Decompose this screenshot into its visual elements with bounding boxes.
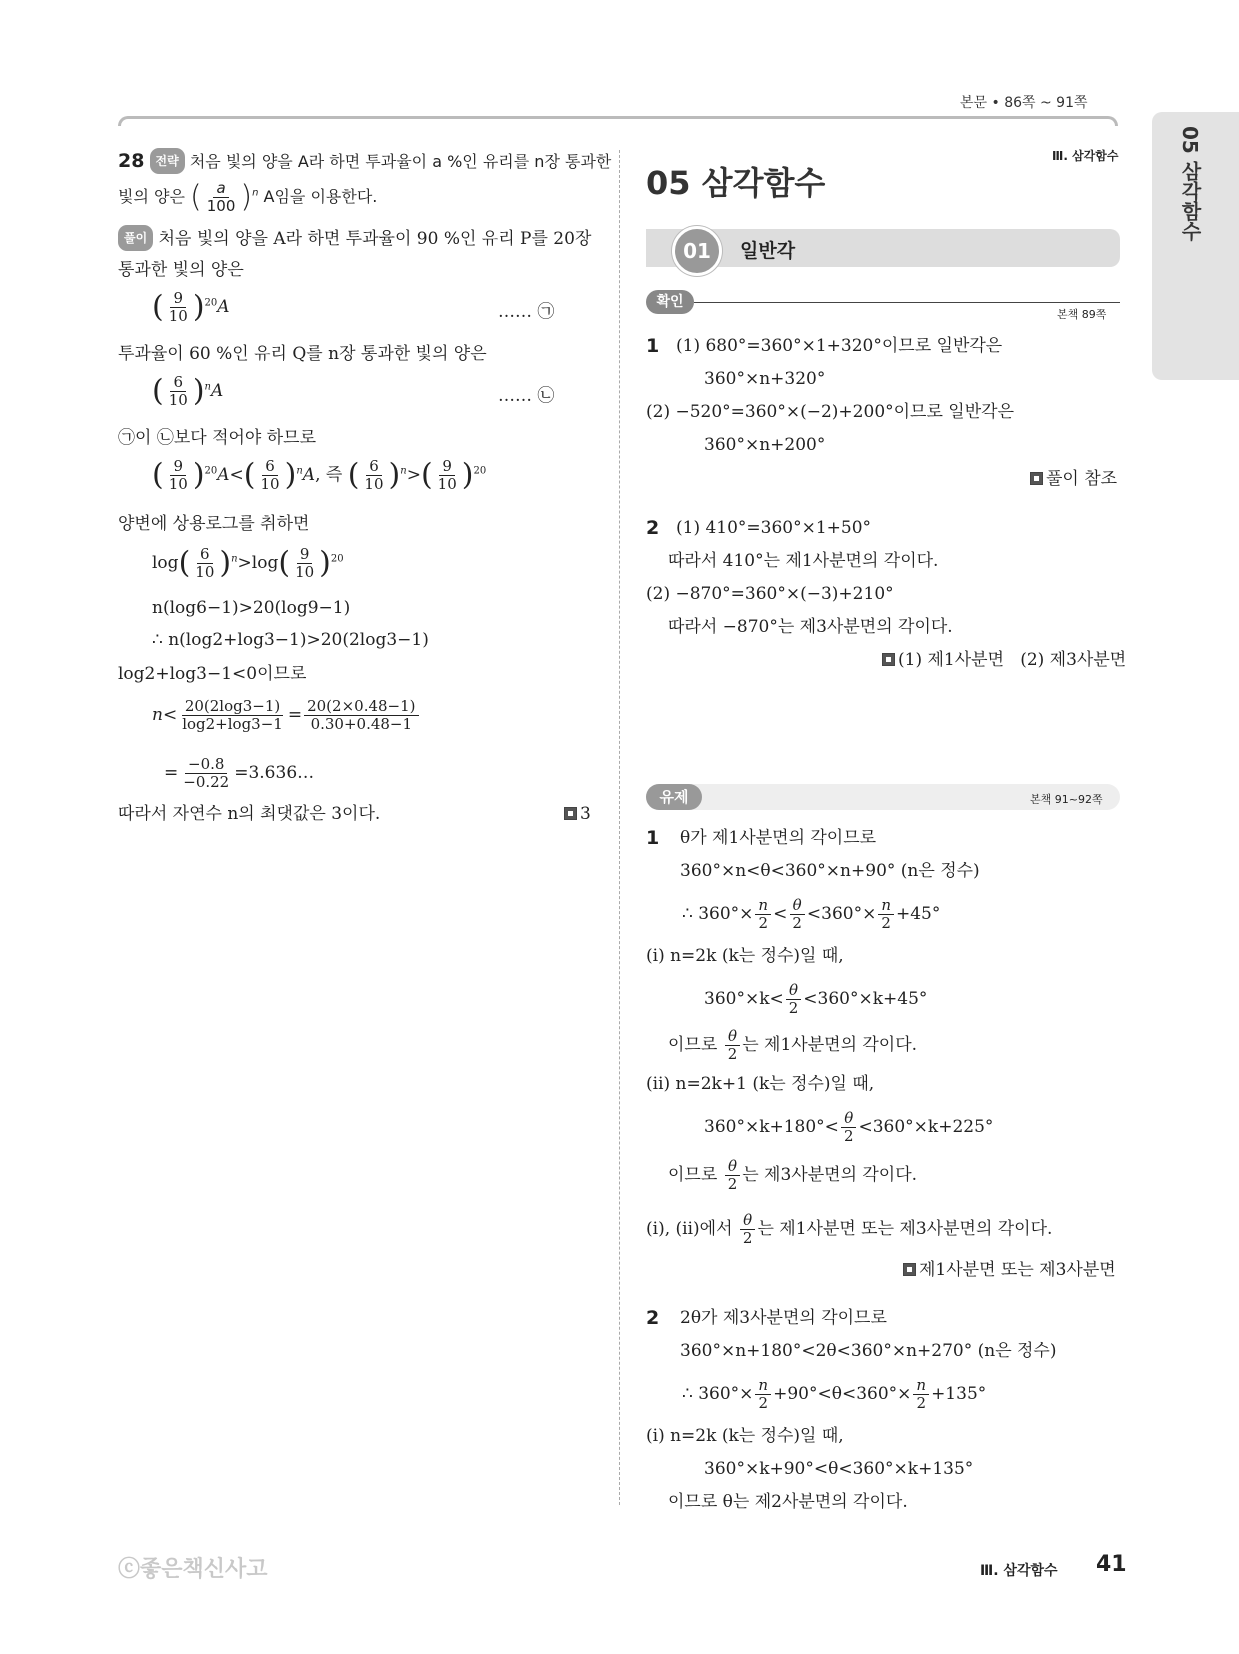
answer-icon <box>882 653 895 666</box>
answer-icon <box>1030 472 1043 485</box>
frac-c-num: −0.8 <box>185 756 227 774</box>
e2-line5: 360°×k+90°<θ<360°×k+135° <box>704 1459 974 1479</box>
strategy-badge: 전략 <box>150 148 185 174</box>
check-ref: 본책 89쪽 <box>1057 308 1107 321</box>
example-badge: 유제 <box>646 784 702 810</box>
n-bound: n< $\frac{20(2\log 3-1)}{\log 2+\log 3-1}$ = $\frac{20(2\times 0.48-1)}{0.30+0.48-1}$ <box>152 698 421 733</box>
e1-line9: 이므로 $\frac{\theta}{2}$ 는 제3사분면의 각이다. <box>668 1157 918 1193</box>
solution-line12: log2+log3−1<0이므로 <box>118 664 307 684</box>
result-tail: =3.636… <box>234 763 315 783</box>
log-inequality: log( $\frac{6}{10}$ )$^n$>log( $\frac{9}{10}$ )$^{20}$ <box>152 545 344 581</box>
strategy-line2: 빛의 양은 ( $\frac{a}{100}$ )$^n$ A임을 이용한다. <box>118 179 378 215</box>
c1-answer <box>1030 467 1117 491</box>
e1-line6: 이므로 $\frac{\theta}{2}$ 는 제1사분면의 각이다. <box>668 1027 918 1063</box>
marker-1: …… ㉠ <box>498 302 555 322</box>
e1-line3: ∴ 360°× $\frac{n}{2}$ < $\frac{\theta}{2}$ <360°× $\frac{n}{2}$ +45° <box>682 896 941 932</box>
answer-28 <box>564 802 591 826</box>
check-2-num: 2 <box>646 517 660 539</box>
publisher-watermark: ⓒ좋은책신사고 <box>118 1557 268 1582</box>
example-1 <box>646 826 659 851</box>
unit-badge: 01 <box>672 226 722 276</box>
section-tag: Ⅲ. 삼각함수 <box>1052 149 1119 163</box>
check-2 <box>646 516 659 541</box>
conclusion: 따라서 자연수 n의 최댓값은 3이다. <box>118 804 381 824</box>
e1-line10: (ⅰ), (ⅱ)에서 $\frac{\theta}{2}$ 는 제1사분면 또는 제3사분면의 각이다. <box>646 1211 1053 1247</box>
c2-line4: 따라서 −870°는 제3사분면의 각이다. <box>668 617 953 637</box>
n-bound-result: = $\frac{-0.8}{-0.22}$ =3.636… <box>164 755 315 791</box>
c2-answer <box>882 648 1126 672</box>
example-ref: 본책 91~92쪽 <box>1030 793 1103 806</box>
c2-line1: (1) 410°=360°×1+50° <box>676 518 872 538</box>
check-1-num: 1 <box>646 335 660 357</box>
side-chapter-tab-label: 05 삼각함수 <box>1178 126 1202 241</box>
c2-line3: (2) −870°=360°×(−3)+210° <box>646 584 894 604</box>
expr-a: A <box>217 297 230 317</box>
chapter-title: 05 삼각함수 <box>646 164 826 202</box>
answer-icon <box>564 807 577 820</box>
example-2 <box>646 1306 659 1331</box>
e1-answer <box>903 1258 1116 1282</box>
answer-icon <box>903 1263 916 1276</box>
solution-text1: 처음 빛의 양을 A라 하면 투과율이 90 %인 유리 P를 20장 <box>158 229 592 249</box>
example-1-num: 1 <box>646 827 660 849</box>
e2-line3: ∴ 360°× $\frac{n}{2}$ +90°<θ<360°× $\frac{n}{2}$ +135° <box>682 1376 987 1412</box>
strategy-suffix: A임을 이용한다. <box>263 187 378 206</box>
marker-2: …… ㉡ <box>498 386 555 406</box>
solution-line8: 양변에 상용로그를 취하면 <box>118 514 310 534</box>
e1-line1: θ가 제1사분면의 각이므로 <box>680 828 877 848</box>
e2-line1: 2θ가 제3사분면의 각이므로 <box>680 1308 887 1328</box>
solution-line10: n(log6−1)>20(log9−1) <box>152 598 351 618</box>
expr-glass-q: ( $\frac{6}{10}$ )$^n$A <box>152 373 224 409</box>
strategy-prefix: 빛의 양은 <box>118 187 185 206</box>
answer-value: 3 <box>580 804 591 824</box>
solution-line11: ∴ n(log2+log3−1)>20(2log3−1) <box>152 630 429 650</box>
c1-line2: 360°×n+320° <box>704 369 826 389</box>
solution-badge: 풀이 <box>118 225 153 251</box>
c1-line3: (2) −520°=360°×(−2)+200°이므로 일반각은 <box>646 402 1014 422</box>
check-1 <box>646 334 659 359</box>
problem-header <box>118 148 611 174</box>
column-divider <box>619 150 620 1505</box>
c1-answer-text: 풀이 참조 <box>1046 469 1118 489</box>
frac-a-den: log2+log3−1 <box>182 715 283 733</box>
frac-b-num: 20(2×0.48−1) <box>304 698 418 716</box>
e1-line2: 360°×n<θ<360°×n+90° (n은 정수) <box>680 861 980 881</box>
c1-line1: (1) 680°=360°×1+320°이므로 일반각은 <box>676 336 1003 356</box>
c2-line2: 따라서 410°는 제1사분면의 각이다. <box>668 551 939 571</box>
expr-glass-p: ( $\frac{9}{10}$ )$^{20}$A <box>152 289 230 325</box>
e1-line5: 360°×k< $\frac{\theta}{2}$ <360°×k+45° <box>704 981 928 1017</box>
e1-answer-text: 제1사분면 또는 제3사분면 <box>919 1260 1116 1280</box>
c1-line4: 360°×n+200° <box>704 435 826 455</box>
expr-a2: A <box>210 381 224 401</box>
e1-line4: (ⅰ) n=2k (k는 정수)일 때, <box>646 946 844 966</box>
e2-line2: 360°×n+180°<2θ<360°×n+270° (n은 정수) <box>680 1341 1057 1361</box>
problem-number: 28 <box>118 150 145 172</box>
solution-line1 <box>118 225 591 251</box>
header-rule <box>118 116 1118 126</box>
example-2-num: 2 <box>646 1307 660 1329</box>
frac-b-den: 0.30+0.48−1 <box>310 715 413 733</box>
frac-c-den: −0.22 <box>183 773 230 791</box>
e2-line6: 이므로 θ는 제2사분면의 각이다. <box>668 1492 908 1512</box>
c2-answer-text: (1) 제1사분면 (2) 제3사분면 <box>898 650 1127 670</box>
footer-section: Ⅲ. 삼각함수 <box>980 1563 1058 1579</box>
e1-line8: 360°×k+180°< $\frac{\theta}{2}$ <360°×k+225° <box>704 1109 994 1145</box>
page-number: 41 <box>1096 1552 1127 1577</box>
solution-line4: 투과율이 60 %인 유리 Q를 n장 통과한 빛의 양은 <box>118 344 487 364</box>
unit-title: 일반각 <box>740 240 796 262</box>
inequality-1: ( $\frac{9}{10}$ )$^{20}$A<( $\frac{6}{10}$ )$^n$A, 즉 ( $\frac{6}{10}$ )$^n$>( $\frac{9}{10}$ )$^{20}$ <box>152 457 487 493</box>
e2-line4: (ⅰ) n=2k (k는 정수)일 때, <box>646 1426 844 1446</box>
check-badge: 확인 <box>646 290 694 314</box>
frac-a-num: 20(2log3−1) <box>182 698 283 716</box>
e1-line7: (ⅱ) n=2k+1 (k는 정수)일 때, <box>646 1074 875 1094</box>
strategy-text: 처음 빛의 양을 A라 하면 투과율이 a %인 유리를 n장 통과한 <box>189 152 612 171</box>
page-range: 본문 • 86쪽 ~ 91쪽 <box>960 95 1088 111</box>
check-rule <box>694 302 1120 303</box>
solution-line6: ㉠이 ㉡보다 적어야 하므로 <box>118 428 317 448</box>
solution-line2: 통과한 빛의 양은 <box>118 260 244 280</box>
